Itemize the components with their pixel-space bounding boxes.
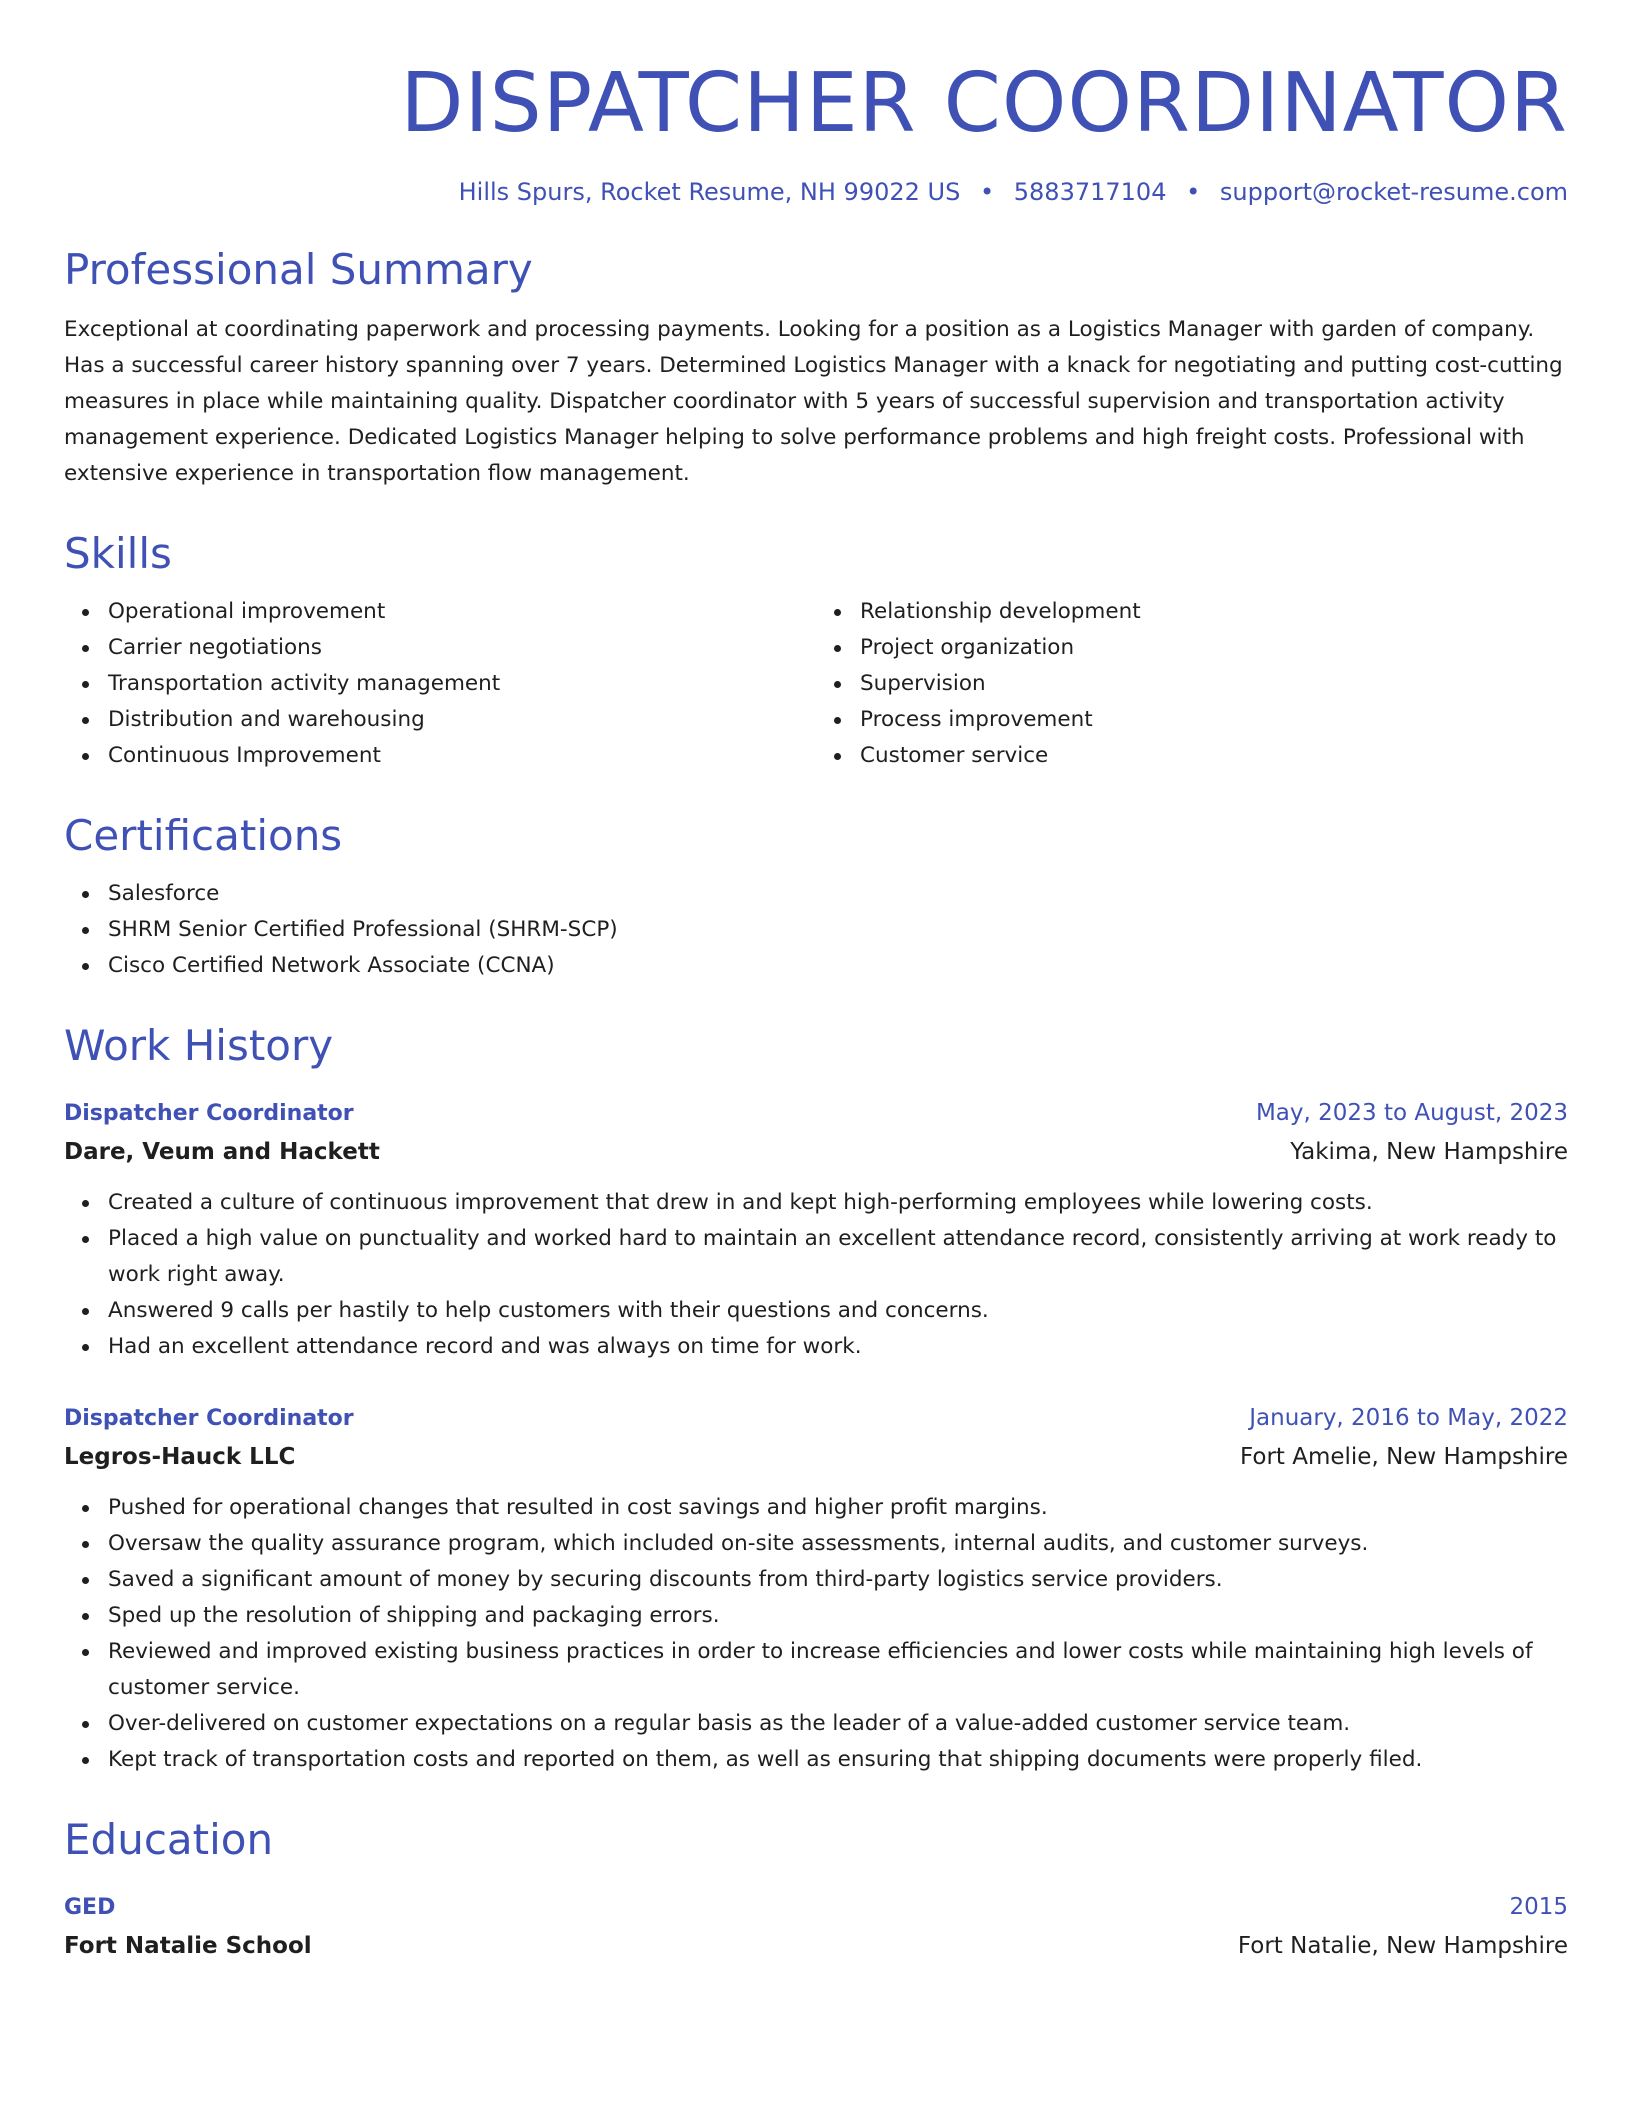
certification-item: Salesforce — [108, 876, 1568, 912]
skill-item: Customer service — [860, 738, 1568, 774]
skill-item: Project organization — [860, 630, 1568, 666]
job-bullets — [64, 1490, 1568, 1778]
job-bullet: Over-delivered on customer expectations on a regular basis as the leader of a value-added customer service team. — [108, 1706, 1568, 1742]
job-bullet: Oversaw the quality assurance program, which included on-site assessments, internal audits, and customer surveys. — [108, 1526, 1568, 1562]
certification-item: SHRM Senior Certified Professional (SHRM-SCP) — [108, 912, 1568, 948]
job-bullet: Pushed for operational changes that resulted in cost savings and higher profit margins. — [108, 1490, 1568, 1526]
job-bullet: Had an excellent attendance record and was always on time for work. — [108, 1329, 1568, 1365]
job-entry — [64, 1094, 1568, 1365]
skills-section — [64, 526, 1568, 774]
job-title: Dispatcher Coordinator — [64, 1406, 354, 1431]
summary-section — [64, 242, 1568, 492]
skill-item: Carrier negotiations — [108, 630, 816, 666]
education-section — [64, 1812, 1568, 1965]
education-school-row — [64, 1927, 1568, 1965]
job-title-row — [64, 1399, 1568, 1438]
skill-item: Process improvement — [860, 702, 1568, 738]
skill-item: Continuous Improvement — [108, 738, 816, 774]
job-title-row — [64, 1094, 1568, 1133]
job-location: Yakima, New Hampshire — [1290, 1139, 1568, 1165]
education-school: Fort Natalie School — [64, 1933, 312, 1959]
education-degree-row — [64, 1888, 1568, 1927]
skill-item: Operational improvement — [108, 594, 816, 630]
job-entry — [64, 1399, 1568, 1778]
job-dates: January, 2016 to May, 2022 — [1249, 1405, 1568, 1431]
skills-list-left — [64, 594, 816, 774]
summary-heading: Professional Summary — [64, 245, 533, 294]
certifications-section — [64, 808, 1568, 984]
job-company: Legros-Hauck LLC — [64, 1444, 296, 1470]
skill-item: Relationship development — [860, 594, 1568, 630]
candidate-name: DISPATCHER COORDINATOR — [400, 56, 1568, 151]
education-degree: GED — [64, 1895, 116, 1920]
contact-separator: • — [1186, 178, 1201, 206]
contact-email: support@rocket-resume.com — [1219, 178, 1568, 206]
resume-header — [64, 0, 1568, 208]
job-bullet: Placed a high value on punctuality and worked hard to maintain an excellent attendance record, consistently arriving at work ready to work right away. — [108, 1221, 1568, 1293]
job-title: Dispatcher Coordinator — [64, 1101, 354, 1126]
work-history-heading: Work History — [64, 1021, 334, 1070]
skills-heading: Skills — [64, 529, 172, 578]
job-bullet: Answered 9 calls per hastily to help customers with their questions and concerns. — [108, 1293, 1568, 1329]
job-company-row — [64, 1133, 1568, 1171]
certification-item: Cisco Certified Network Associate (CCNA) — [108, 948, 1568, 984]
skills-list-right — [816, 594, 1568, 774]
job-location: Fort Amelie, New Hampshire — [1239, 1444, 1568, 1470]
job-bullet: Saved a significant amount of money by securing discounts from third-party logistics service providers. — [108, 1562, 1568, 1598]
job-bullet: Kept track of transportation costs and reported on them, as well as ensuring that shipping documents were properly filed. — [108, 1742, 1568, 1778]
work-history-section — [64, 1018, 1568, 1778]
skill-item: Transportation activity management — [108, 666, 816, 702]
job-bullets — [64, 1185, 1568, 1365]
certifications-heading: Certifications — [64, 811, 343, 860]
education-heading: Education — [64, 1815, 274, 1864]
job-bullet: Reviewed and improved existing business practices in order to increase efficiencies and lower costs while maintaining high levels of customer service. — [108, 1634, 1568, 1706]
job-company-row — [64, 1438, 1568, 1476]
skills-grid — [64, 594, 1568, 774]
skill-item: Supervision — [860, 666, 1568, 702]
skill-item: Distribution and warehousing — [108, 702, 816, 738]
education-entry — [64, 1888, 1568, 1965]
summary-text: Exceptional at coordinating paperwork and processing payments. Looking for a position as a Logistics Manager with garden of company. Has a successful career history spanning over 7 years. Determined Logistics Manager with a knack for negotiating and putting cost-cutting measures in place while maintaining quality. Dispatcher coordinator with 5 years of successful supervision and transportation activity management experience. Dedicated Logistics Manager helping to solve performance problems and high freight costs. Professional with extensive experience in transportation flow management. — [64, 317, 1563, 486]
education-year: 2015 — [1509, 1894, 1568, 1920]
job-bullet: Sped up the resolution of shipping and packaging errors. — [108, 1598, 1568, 1634]
job-company: Dare, Veum and Hackett — [64, 1139, 380, 1165]
job-dates: May, 2023 to August, 2023 — [1255, 1100, 1568, 1126]
contact-separator: • — [979, 178, 995, 206]
job-bullet: Created a culture of continuous improvement that drew in and kept high-performing employees while lowering costs. — [108, 1185, 1568, 1221]
contact-address: Hills Spurs, Rocket Resume, NH 99022 US — [458, 178, 961, 206]
education-location: Fort Natalie, New Hampshire — [1237, 1933, 1568, 1959]
contact-phone: 5883717104 — [1013, 178, 1167, 206]
certifications-list — [64, 876, 1568, 984]
contact-line — [64, 176, 1568, 208]
